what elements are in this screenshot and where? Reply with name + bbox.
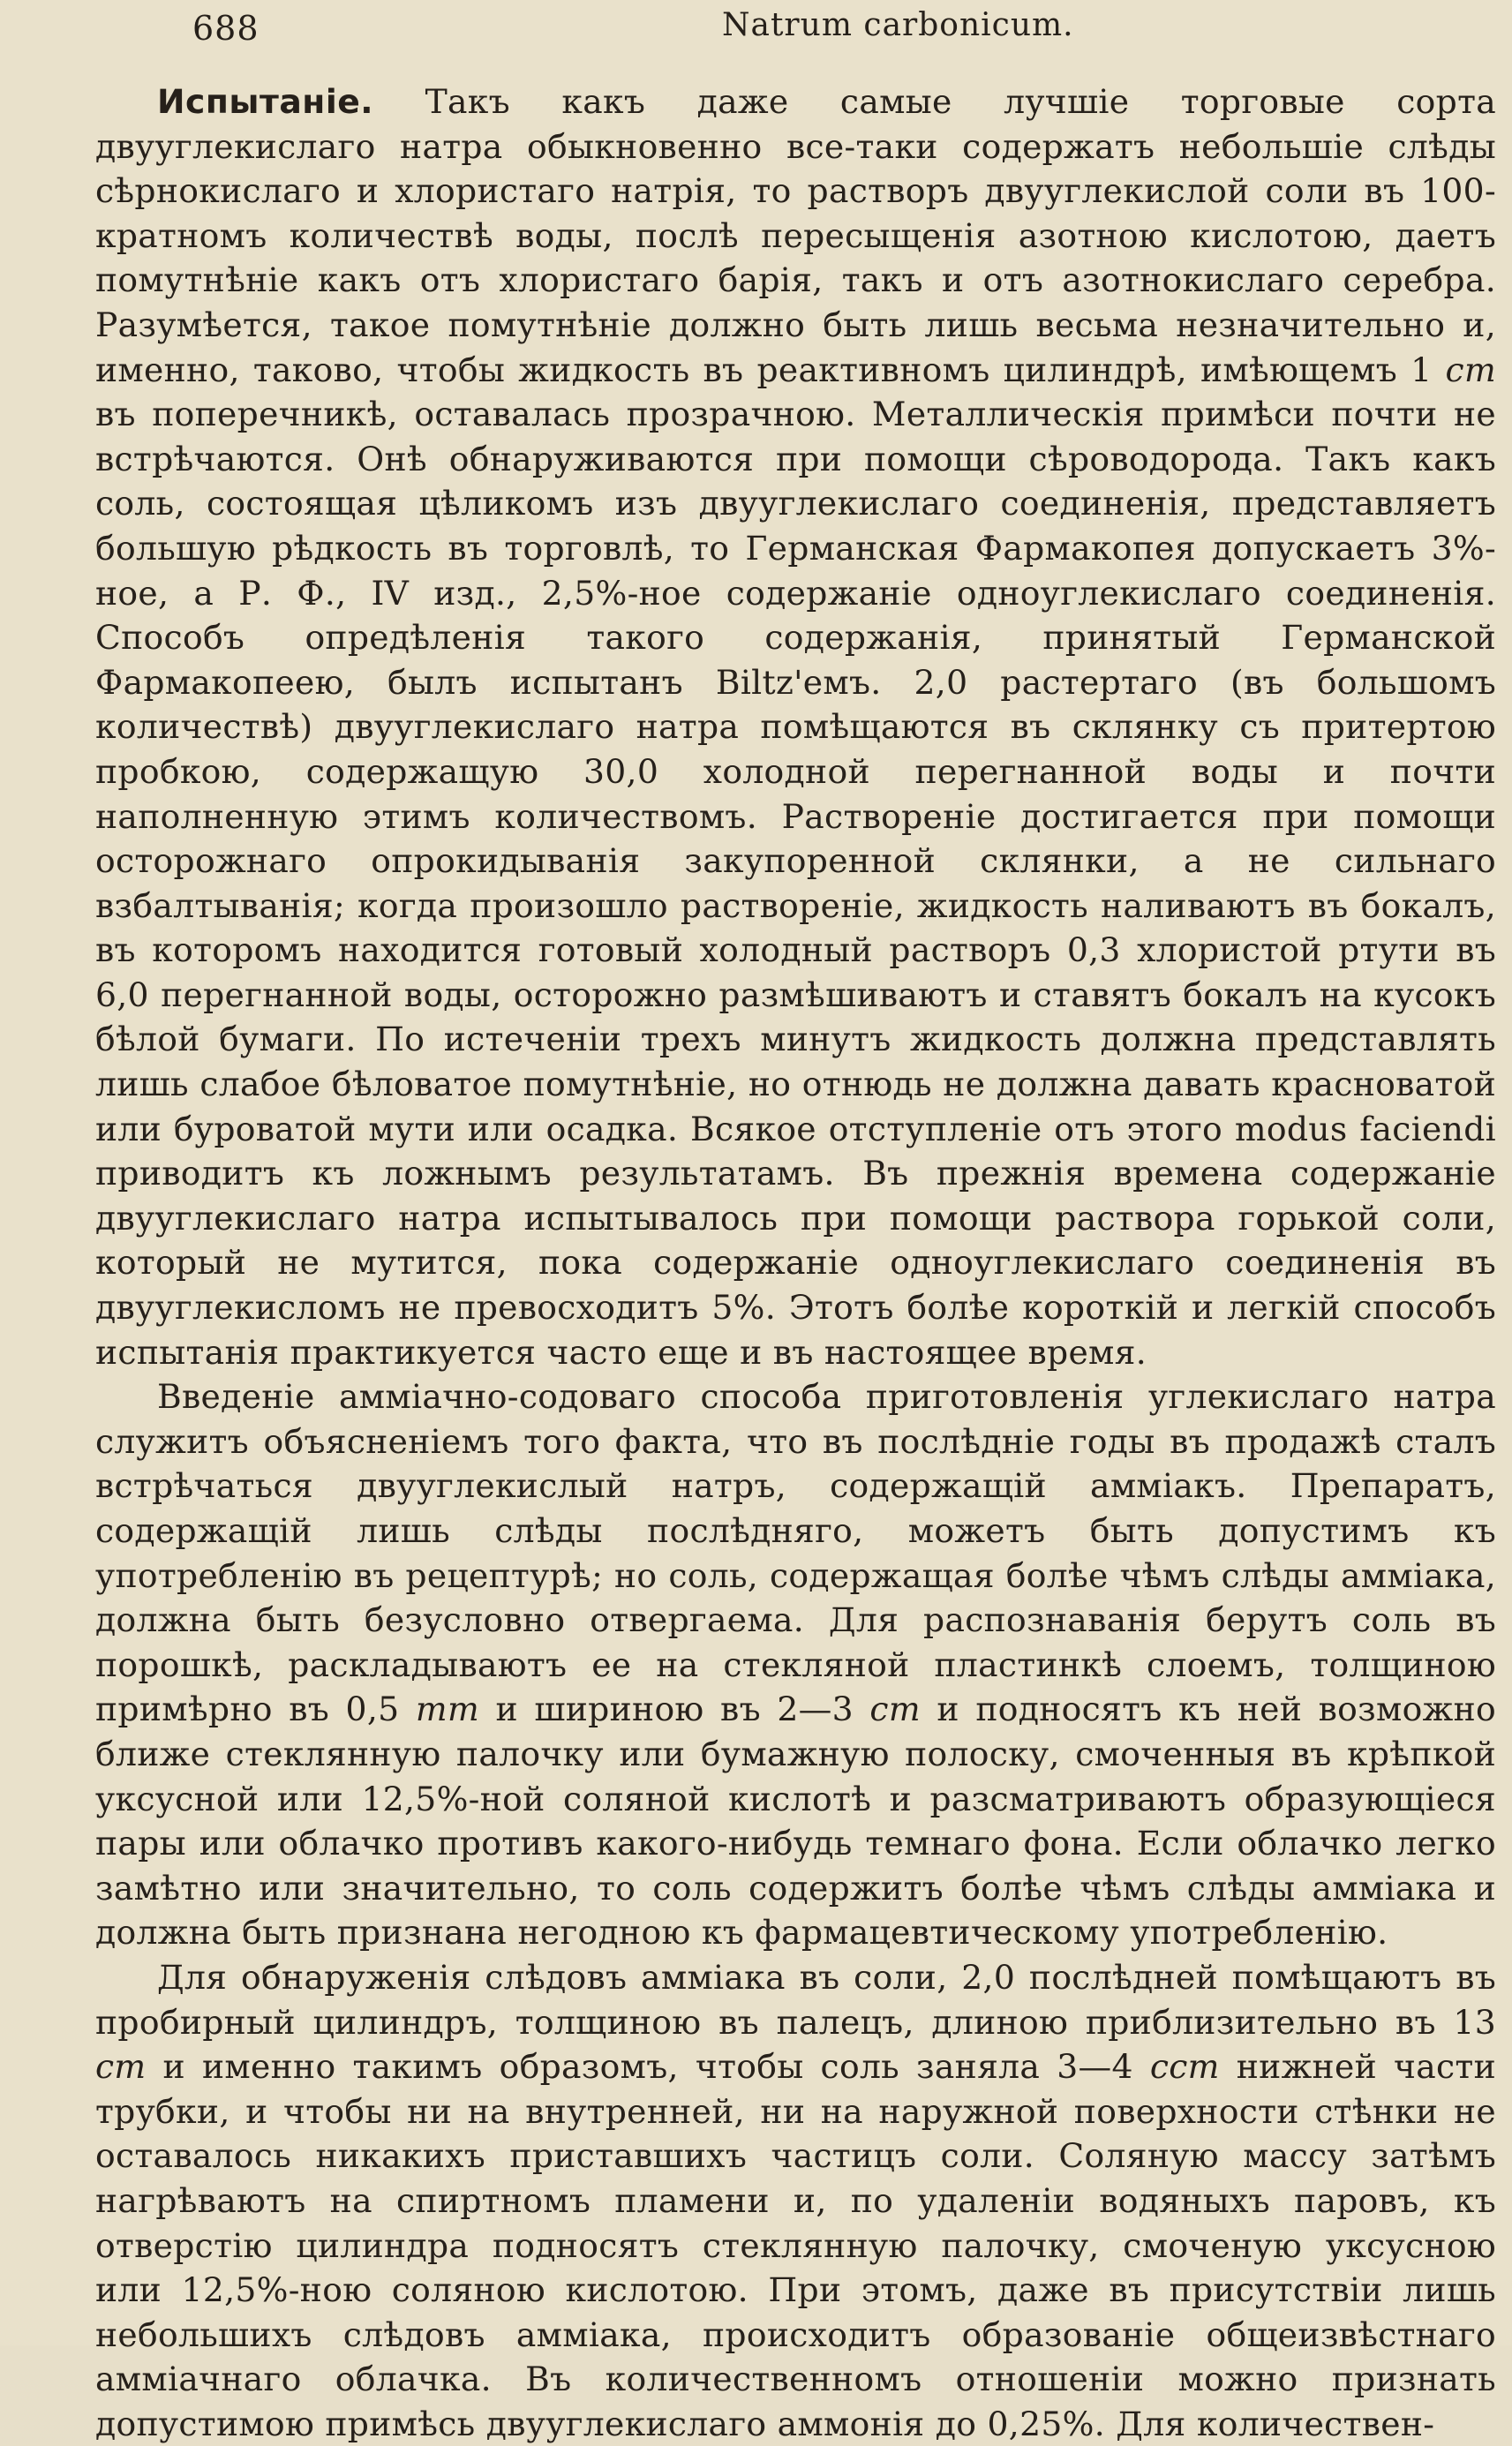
page-number: 688 [192, 9, 260, 48]
body-text [95, 79, 1496, 2446]
running-title: Natrum carbonicum. [722, 7, 1074, 43]
paragraph-testing: Испытаніе. Такъ какъ даже самые лучшіе торговые сорта двууглекислаго натра обыкновенно все-таки содержатъ небольшіе слѣды сѣрнокислаго и хлористаго натрія, то растворъ двууглекислой соли въ 100-кратномъ количествѣ воды, послѣ пересыщенія азотною кислотою, даетъ помутнѣніе какъ отъ хлористаго барія, такъ и отъ азотнокислаго серебра. Разумѣется, такое помутнѣніе должно быть лишь весьма незначительно и, именно, таково, чтобы жидкость въ реактивномъ цилиндрѣ, имѣющемъ 1 cm въ поперечникѣ, оставалась прозрачною. Металлическія примѣси почти не встрѣчаются. Онѣ обнаруживаются при помощи сѣроводорода. Такъ какъ соль, состоящая цѣликомъ изъ двууглекислаго соединенія, представляетъ большую рѣдкость въ торговлѣ, то Германская Фармакопея допускаетъ 3%-ное, а Р. Ф., IV изд., 2,5%-ное содержаніе одноуглекислаго соединенія. Способъ опредѣленія такого содержанія, принятый Германской Фармакопеею, былъ испытанъ Biltz'емъ. 2,0 растертаго (въ большомъ количествѣ) двууглекислаго натра помѣщаются въ склянку съ притертою пробкою, содержащую 30,0 холодной перегнанной воды и почти наполненную этимъ количествомъ. Раствореніе достигается при помощи осторожнаго опрокидыванія закупоренной склянки, а не сильнаго взбалтыванія; когда произошло раствореніе, жидкость наливаютъ въ бокалъ, въ которомъ находится готовый холодный растворъ 0,3 хлористой ртути въ 6,0 перегнанной воды, осторожно размѣшиваютъ и ставятъ бокалъ на кусокъ бѣлой бумаги. По истеченіи трехъ минутъ жидкость должна представлять лишь слабое бѣловатое помутнѣніе, но отнюдь не должна давать красноватой или буроватой мути или осадка. Всякое отступленіе отъ этого modus faciendi приводитъ къ ложнымъ результатамъ. Въ прежнія времена содержаніе двууглекислаго натра испытывалось при помощи раствора горькой соли, который не мутится, пока содержаніе одноуглекислаго соединенія въ двууглекисломъ не превосходитъ 5%. Этотъ болѣе короткій и легкій способъ испытанія практикуется часто еще и въ настоящее время. [95, 82, 1496, 1372]
paragraph-ammonia-traces: Для обнаруженія слѣдовъ амміака въ соли, 2,0 послѣдней помѣщаютъ въ пробирный цилиндръ, толщиною въ палецъ, длиною приблизительно въ 13 cm и именно такимъ образомъ, чтобы соль заняла 3—4 ccm нижней части трубки, и чтобы ни на внутренней, ни на наружной поверхности стѣнки не оставалось никакихъ приставшихъ частицъ соли. Соляную массу затѣмъ нагрѣваютъ на спиртномъ пламени и, по удаленіи водяныхъ паровъ, къ отверстію цилиндра подносятъ стеклянную палочку, смоченую уксусною или 12,5%-ною соляною кислотою. При этомъ, даже въ присутствіи лишь небольшихъ слѣдовъ амміака, происходитъ образованіе общеизвѣстнаго амміачнаго облачка. Въ количественномъ отношеніи можно признать допустимою примѣсь двууглекислаго аммонія до 0,25%. Для количествен- [95, 1957, 1496, 2443]
paragraph-ammonia-soda: Введеніе амміачно-содоваго способа приготовленія углекислаго натра служитъ объясненіемъ того факта, что въ послѣдніе годы въ продажѣ сталъ встрѣчаться двууглекислый натръ, содержащій амміакъ. Препаратъ, содержащій лишь слѣды послѣдняго, можетъ быть допустимъ къ употребленію въ рецептурѣ; но соль, содержащая болѣе чѣмъ слѣды амміака, должна быть безусловно отвергаема. Для распознаванія берутъ соль въ порошкѣ, раскладываютъ ее на стекляной пластинкѣ слоемъ, толщиною примѣрно въ 0,5 mm и шириною въ 2—3 cm и подносятъ къ ней возможно ближе стеклянную палочку или бумажную полоску, смоченныя въ крѣпкой уксусной или 12,5%-ной соляной кислотѣ и разсматриваютъ образующіеся пары или облачко противъ какого-нибудь темнаго фона. Если облачко легко замѣтно или значительно, то соль содержитъ болѣе чѣмъ слѣды амміака и должна быть признана негодною къ фармацевтическому употребленію. [95, 1377, 1496, 1953]
section-lead: Испытаніе. [157, 82, 374, 121]
page-header [95, 0, 1496, 79]
